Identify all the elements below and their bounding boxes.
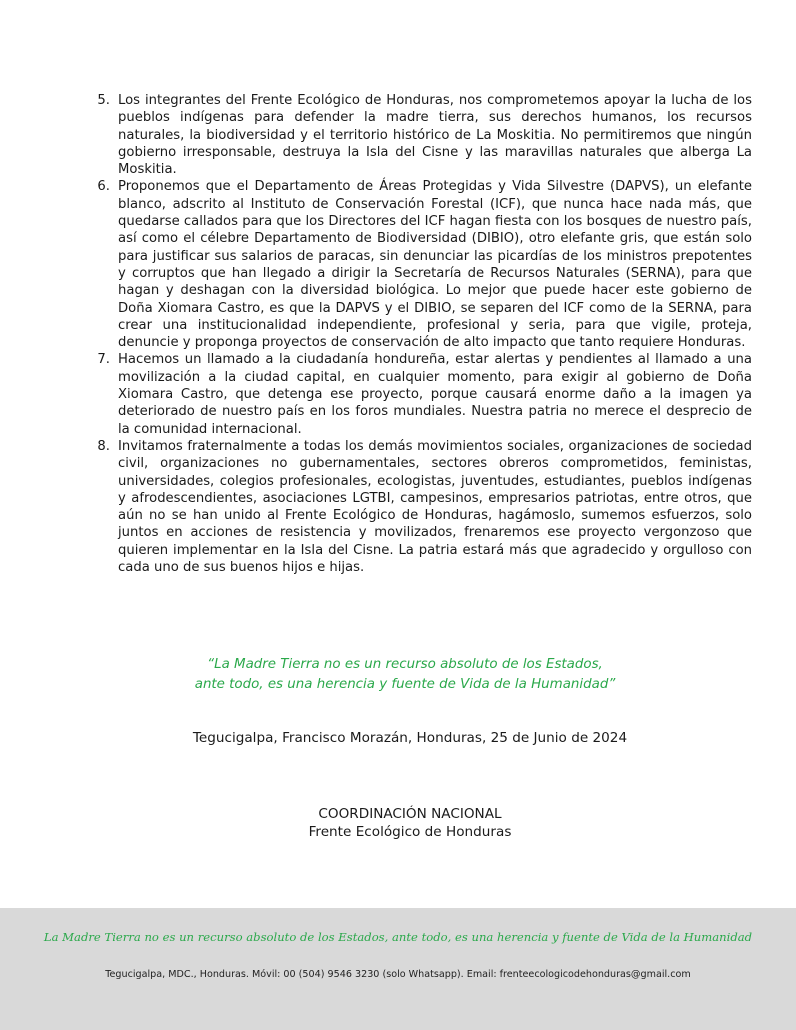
- item-text: Proponemos que el Departamento de Áreas Protegidas y Vida Silvestre (DAPVS), un elefante blanco, adscrito al Instituto de Conservación Forestal (ICF), que nunca hace nada más, que quedarse callados para que los Directores del ICF hagan fiesta con los bosques de nuestro país, así como el célebre Departamento de Biodiversidad (DIBIO), otro elefante gris, que están solo para justificar sus salarios de paracas, sin denunciar las picardías de los ministros prepotentes y corruptos que han llegado a dirigir la Secretaría de Recursos Naturales (SERNA), para que hagan y deshagan con la diversidad biológica. Lo mejor que puede hacer este gobierno de Doña Xiomara Castro, es que la DAPVS y el DIBIO, se separen del ICF como de la SERNA, para crear una institucionalidad independiente, profesional y seria, para que vigile, proteja, denuncie y proponga proyectos de conservación de alto impacto que tanto requiere Honduras.: [118, 179, 752, 351]
- item-text: Invitamos fraternalmente a todas los demás movimientos sociales, organizaciones de sociedad civil, organizaciones no gubernamentales, sectores obreros comprometidos, feministas, universidades, colegios profesionales, ecologistas, juventudes, estudiantes, pueblos indígenas y afrodescendientes, asociaciones LGTBI, campesinos, empresarios patriotas, entre otros, que aún no se han unido al Frente Ecológico de Honduras, hagámoslo, sumemos esfuerzos, solo juntos en acciones de resistencia y movilizados, frenaremos ese proyecto vergonzoso que quieren implementar en la Isla del Cisne. La patria estará más que agradecido y orgulloso con cada uno de sus buenos hijos e hijas.: [118, 438, 752, 576]
- item-text: Hacemos un llamado a la ciudadanía hondureña, estar alertas y pendientes al llamado a una movilización a la ciudad capital, en cualquier momento, para exigir al gobierno de Doña Xiomara Castro, que detenga ese proyecto, porque causará enorme daño a la imagen ya deteriorado de nuestro país en los foros mundiales. Nuestra patria no merece el desprecio de la comunidad internacional.: [118, 352, 752, 437]
- item-number: 5.: [97, 93, 110, 108]
- page-footer: [0, 908, 796, 1030]
- quote-line-1: [100, 655, 710, 675]
- item-number: 6.: [97, 179, 110, 195]
- list-item: [97, 438, 752, 576]
- quote-text-2: ante todo, es una herencia y fuente de Vida de la Humanidad: [194, 677, 609, 692]
- signature-block: [100, 805, 720, 841]
- quote-block: [100, 655, 710, 695]
- signature-organization: Frente Ecológico de Honduras: [308, 824, 512, 840]
- list-item: [97, 92, 752, 178]
- signature-title: COORDINACIÓN NACIONAL: [318, 806, 502, 822]
- item-number: 7.: [97, 352, 110, 368]
- quote-line-2: [100, 675, 710, 695]
- list-item: [97, 178, 752, 351]
- quote-close-mark: ”: [608, 677, 616, 692]
- dateline: Tegucigalpa, Francisco Morazán, Honduras, 25 de Junio de 2024: [192, 730, 628, 746]
- footer-motto: La Madre Tierra no es un recurso absoluto de los Estados, ante todo, es una herencia y fuente de Vida de la Humanidad: [43, 930, 753, 944]
- footer-contact: Tegucigalpa, MDC., Honduras. Móvil: 00 (504) 9546 3230 (solo Whatsapp). Email: frenteecologicodehonduras@gmail.com: [105, 969, 691, 980]
- quote-text-1: La Madre Tierra no es un recurso absoluto de los Estados,: [214, 657, 603, 672]
- item-text: Los integrantes del Frente Ecológico de Honduras, nos comprometemos apoyar la lucha de los pueblos indígenas para defender la madre tierra, sus derechos humanos, los recursos naturales, la biodiversidad y el territorio histórico de La Moskitia. No permitiremos que ningún gobierno irresponsable, destruya la Isla del Cisne y las maravillas naturales que alberga La Moskitia.: [118, 93, 752, 178]
- list-item: [97, 351, 752, 437]
- numbered-points-list: [88, 92, 752, 576]
- item-number: 8.: [97, 438, 110, 454]
- quote-open-mark: “: [207, 657, 215, 672]
